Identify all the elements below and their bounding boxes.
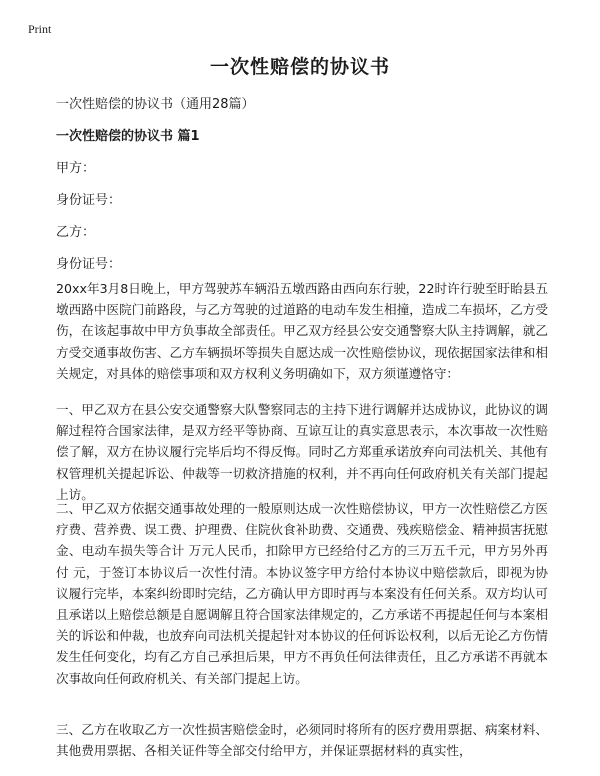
paragraph-clause-1: 一、甲乙双方在县公安交通警察大队警察同志的主持下进行调解并达成协议，此协议的调解过程符合国家法律，是双方经平等协商、互谅互让的真实意思表示，本次事故一次性赔偿了解，双方在协议履行完毕后均不得反悔。同时乙方郑重承诺放弃向司法机关、其他有权管理机关提起诉讼、仲裁等一切救济措施的权利，并不再向任何政府机关有关部门提起上访。 [56,402,548,502]
document-title: 一次性赔偿的协议书 [209,56,390,78]
party-a-id-label: 身份证号： [56,193,122,208]
paragraph-clause-2: 二、甲乙双方依据交通事故处理的一般原则达成一次性赔偿协议，甲方一次性赔偿乙方医疗费、营养费、误工费、护理费、住院伙食补助费、交通费、残疾赔偿金、精神损害抚慰金、电动车损失等合计 万元人民币，扣除甲方已经给付乙方的三万五千元，甲方另外再付 元，于签订本协议后一次性付清。本协议签字甲方给付本协议中赔偿款后，即视为协议履行完毕，本案纠纷即时完结，乙方确认甲方即时再与本案没有任何关系。双方均认可且承诺以上赔偿总额是自愿调解且符合国家法律规定的，乙方承诺不再提起任何与本案相关的诉讼和仲裁，也放弃向司法机关提起针对本协议的任何诉讼权利，以后无论乙方伤情发生任何变化，均有乙方自己承担后果，甲方不再负任何法律责任，且乙方承诺不再就本次事故向任何政府机关、有关部门提起上访。 [56,501,548,686]
section-heading: 一次性赔偿的协议书 篇1 [56,129,200,144]
party-a-label: 甲方： [56,161,96,176]
paragraph-clause-3: 三、乙方在收取乙方一次性损害赔偿金时，必须同时将所有的医疗费用票据、病案材料、其他费用票据、各相关证件等全部交付给甲方，并保证票据材料的真实性， [56,722,548,759]
party-b-id-label: 身份证号： [56,257,122,272]
paragraph-intro: 20xx年3月8日晚上，甲方驾驶苏车辆沿五墩西路由西向东行驶，22时许行驶至盱眙县五墩西路中医院门前路段，与乙方驾驶的过道路的电动车发生相撞，造成二车损坏，乙方受伤，在该起事故中甲方负事故全部责任。甲乙双方经县公安交通警察大队主持调解，就乙方受交通事故伤害、乙方车辆损坏等损失自愿达成一次性赔偿协议，现依据国家法律和相关规定，对具体的赔偿事项和双方权利义务明确如下，双方须谨遵恪守： [56,281,548,381]
document-subtitle: 一次性赔偿的协议书（通用28篇） [56,97,255,112]
party-b-label: 乙方： [56,225,96,240]
print-link[interactable]: Print [28,22,52,36]
